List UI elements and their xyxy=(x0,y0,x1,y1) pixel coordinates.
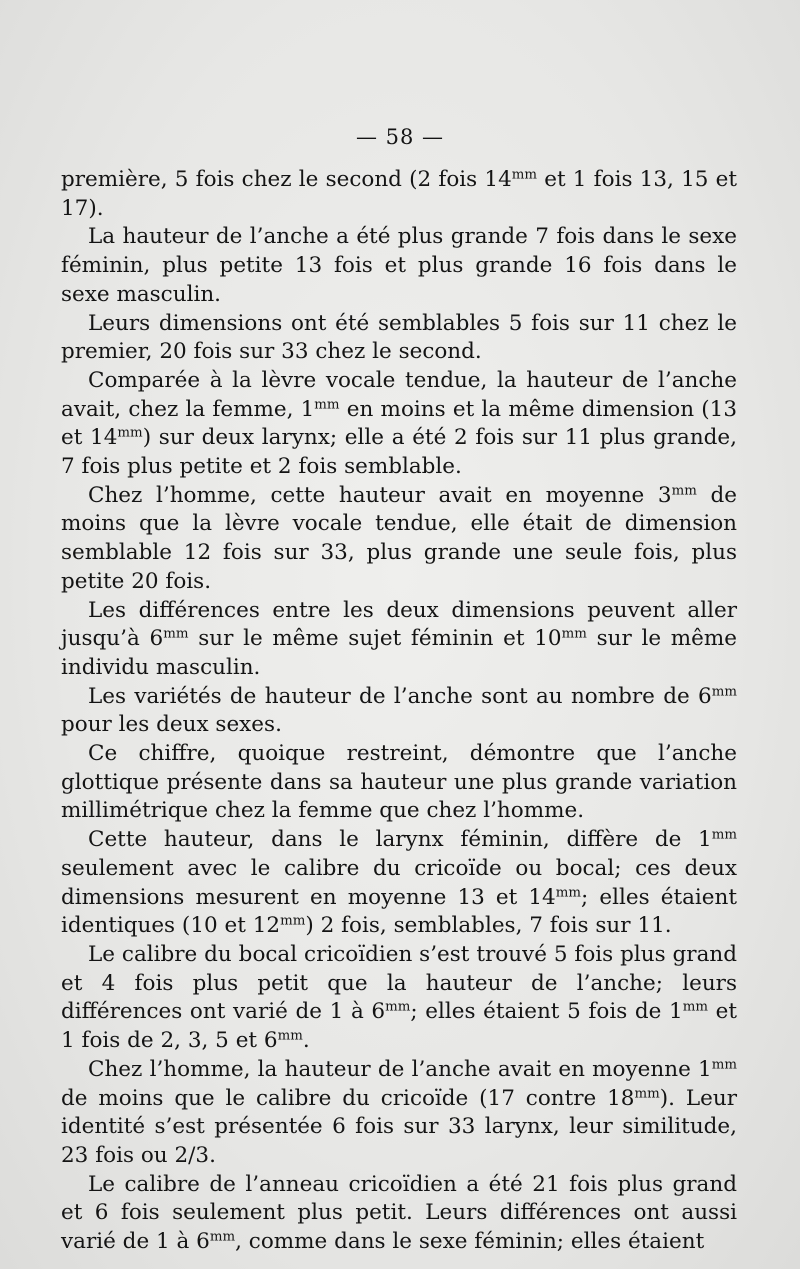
unit-superscript: mm xyxy=(385,1000,411,1016)
text-run: pour les deux sexes. xyxy=(61,712,282,738)
paragraph xyxy=(61,223,737,309)
body-text xyxy=(61,166,737,1257)
text-run: ). Leur identité s’est présentée 6 fois sur 33 larynx, leur similitude, 23 fois ou 2/3. xyxy=(61,1085,738,1168)
paragraph xyxy=(61,941,737,1056)
paragraph xyxy=(61,1056,737,1171)
text-run: Leurs dimensions ont été semblables 5 fois sur 11 chez le premier, 20 fois sur 33 chez le second. xyxy=(61,310,737,365)
unit-superscript: mm xyxy=(711,1057,737,1073)
unit-superscript: mm xyxy=(555,885,582,901)
text-run: en moins et la même dimension (13 et 14 xyxy=(61,396,738,451)
unit-superscript: mm xyxy=(671,483,697,499)
text-run: sur le même sujet féminin et 10 xyxy=(188,626,562,652)
text-run: Le calibre de l’anneau cricoïdien a été 21 fois plus grand et 6 fois seulement plus petit. Leurs différences ont aussi varié de 1 à 6 xyxy=(61,1171,737,1255)
paragraph xyxy=(61,683,737,740)
unit-superscript: mm xyxy=(277,1028,303,1044)
text-run: Chez l’homme, cette hauteur avait en moyenne 3 xyxy=(88,482,672,508)
unit-superscript: mm xyxy=(117,426,143,441)
unit-superscript: mm xyxy=(163,626,189,642)
text-run: seulement avec le calibre du cricoïde ou bocal; ces deux dimensions mesurent en moyenne 13 et 14 xyxy=(61,855,737,910)
paragraph xyxy=(61,1171,737,1257)
text-run: ) 2 fois, semblables, 7 fois sur 11. xyxy=(305,913,672,939)
unit-superscript: mm xyxy=(209,1229,236,1245)
unit-superscript: mm xyxy=(634,1086,660,1102)
paragraph xyxy=(61,482,737,597)
text-run: Les variétés de hauteur de l’anche sont au nombre de 6 xyxy=(88,683,712,709)
text-run: première, 5 fois chez le second (2 fois 14 xyxy=(61,167,512,192)
unit-superscript: mm xyxy=(682,1000,708,1016)
text-run: , comme dans le sexe féminin; elles étaient xyxy=(235,1229,705,1255)
unit-superscript: mm xyxy=(511,167,538,183)
text-run: . xyxy=(302,1028,310,1054)
text-run: Cette hauteur, dans le larynx féminin, diffère de 1 xyxy=(88,827,712,853)
text-run: Comparée à la lèvre vocale tendue, la hauteur de l’anche avait, chez la femme, 1 xyxy=(61,367,737,422)
text-run: Le calibre du bocal cricoïdien s’est trouvé 5 fois plus grand et 4 fois plus petit que la hauteur de l’anche; leurs différences ont varié de 1 à 6 xyxy=(61,941,737,1025)
text-run: ; elles étaient identiques (10 et 12 xyxy=(61,884,737,939)
text-run: de moins que le calibre du cricoïde (17 contre 18 xyxy=(61,1085,635,1111)
text-run: La hauteur de l’anche a été plus grande 7 fois dans le sexe féminin, plus petite 13 fois et plus grande 16 fois dans le sexe masculin. xyxy=(61,224,737,307)
text-run: sur le même individu masculin. xyxy=(61,626,738,680)
paragraph xyxy=(61,597,737,683)
unit-superscript: mm xyxy=(711,684,737,700)
unit-superscript: mm xyxy=(314,397,340,413)
text-run: ; elles étaient 5 fois de 1 xyxy=(410,999,683,1025)
text-run: de moins que la lèvre vocale tendue, elle était de dimension semblable 12 fois sur 33, plus grande une seule fois, plus petite 20 fois. xyxy=(61,482,737,594)
unit-superscript: mm xyxy=(711,827,737,843)
paragraph xyxy=(61,740,737,826)
text-run: Ce chiffre, quoique restreint, démontre que l’anche glottique présente dans sa hauteur une plus grande variation millimétrique chez la femme que chez l’homme. xyxy=(61,741,737,824)
page-number: — 58 — xyxy=(355,125,445,149)
paragraph xyxy=(61,367,737,482)
unit-superscript: mm xyxy=(280,913,306,929)
text-run: ) sur deux larynx; elle a été 2 fois sur 11 plus grande, 7 fois plus petite et 2 fois semblable. xyxy=(61,425,737,480)
text-run: et 1 fois 13, 15 et 17). xyxy=(61,167,737,221)
text-run: Chez l’homme, la hauteur de l’anche avait en moyenne 1 xyxy=(88,1056,712,1082)
paragraph xyxy=(61,310,737,367)
text-run: et 1 fois de 2, 3, 5 et 6 xyxy=(61,999,737,1054)
text-run: Les différences entre les deux dimensions peuvent aller jusqu’à 6 xyxy=(61,597,737,652)
paragraph xyxy=(61,826,737,941)
unit-superscript: mm xyxy=(561,626,587,642)
paragraph xyxy=(61,166,737,223)
